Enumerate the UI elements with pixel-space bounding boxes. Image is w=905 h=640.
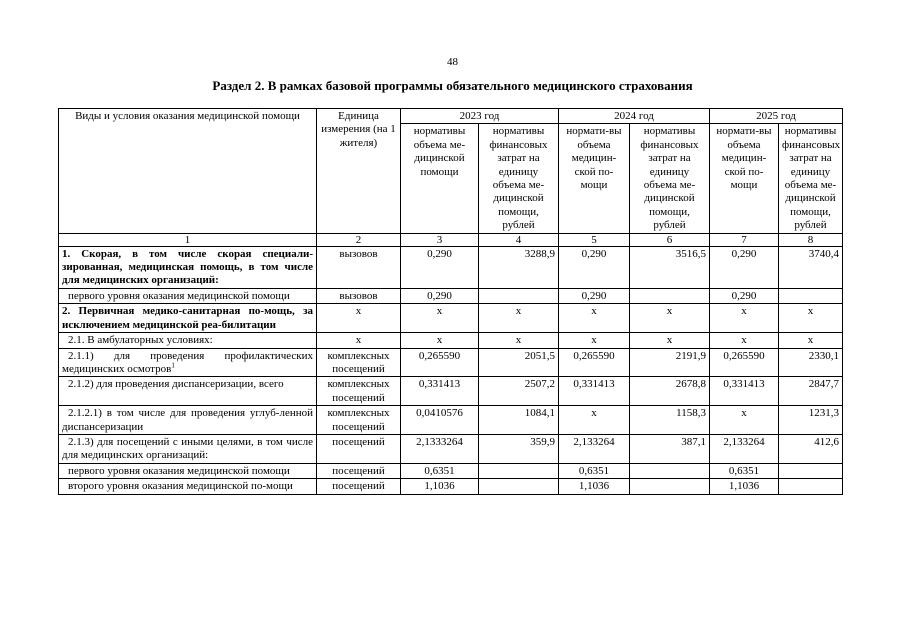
cell-2024-cost: 2191,9: [630, 348, 710, 377]
cell-2024-volume: 2,133264: [559, 434, 630, 463]
table-row: [59, 377, 843, 406]
row-name: 2.1.2) для проведения диспансеризации, всего: [59, 377, 317, 406]
row-unit: х: [317, 304, 401, 333]
cell-2024-volume: х: [559, 304, 630, 333]
cell-2023-volume: 0,331413: [401, 377, 479, 406]
cell-2023-volume: 2,1333264: [401, 434, 479, 463]
cell-2025-cost: [779, 288, 843, 303]
cell-2025-cost: [779, 463, 843, 478]
cell-2025-cost: 2330,1: [779, 348, 843, 377]
column-number: 1: [59, 233, 317, 246]
column-number: 2: [317, 233, 401, 246]
row-name: [59, 348, 317, 377]
table-row: [59, 434, 843, 463]
cell-2023-cost: 3288,9: [479, 246, 559, 288]
header-year-2023: 2023 год: [401, 109, 559, 124]
cell-2023-volume: 0,6351: [401, 463, 479, 478]
cell-2024-volume: х: [559, 406, 630, 435]
cell-2025-cost: 2847,7: [779, 377, 843, 406]
row-unit: х: [317, 333, 401, 348]
header-2024-volume: нормати-вы объема медицин-ской по-мощи: [559, 124, 630, 233]
cell-2024-volume: 0,290: [559, 246, 630, 288]
cell-2024-volume: 0,265590: [559, 348, 630, 377]
column-number: 5: [559, 233, 630, 246]
cell-2024-volume: 1,1036: [559, 479, 630, 494]
table-row: [59, 304, 843, 333]
header-year-2025: 2025 год: [710, 109, 843, 124]
cell-2025-cost: 3740,4: [779, 246, 843, 288]
row-unit: посещений: [317, 463, 401, 478]
cell-2024-volume: 0,331413: [559, 377, 630, 406]
cell-2023-volume: х: [401, 304, 479, 333]
cell-2025-volume: 0,290: [710, 246, 779, 288]
row-name-text: 2.1.1) для проведения профилактических медицинских осмотров: [62, 349, 313, 375]
footnote-marker: 1: [171, 361, 175, 370]
row-name: первого уровня оказания медицинской помощи: [59, 288, 317, 303]
header-2023-volume: нормативы объема ме-дицинской помощи: [401, 124, 479, 233]
cell-2025-cost: 1231,3: [779, 406, 843, 435]
cell-2024-volume: х: [559, 333, 630, 348]
cell-2025-volume: 0,290: [710, 288, 779, 303]
cell-2023-volume: 1,1036: [401, 479, 479, 494]
cell-2023-volume: х: [401, 333, 479, 348]
column-number: 3: [401, 233, 479, 246]
row-unit: вызовов: [317, 246, 401, 288]
cell-2023-cost: х: [479, 333, 559, 348]
cell-2023-cost: 2507,2: [479, 377, 559, 406]
section-title: Раздел 2. В рамках базовой программы обязательного медицинского страхования: [212, 78, 693, 93]
cell-2023-cost: 1084,1: [479, 406, 559, 435]
page-number: 48: [447, 56, 458, 68]
cell-2025-volume: х: [710, 304, 779, 333]
cell-2024-cost: 387,1: [630, 434, 710, 463]
cell-2024-volume: 0,6351: [559, 463, 630, 478]
cell-2024-cost: 1158,3: [630, 406, 710, 435]
cell-2024-volume: 0,290: [559, 288, 630, 303]
row-unit: комплексных посещений: [317, 377, 401, 406]
header-2024-cost: нормативы финансовых затрат на единицу объема ме-дицинской помощи, рублей: [630, 124, 710, 233]
row-unit: посещений: [317, 479, 401, 494]
header-type: Виды и условия оказания медицинской помощи: [59, 109, 317, 234]
header-2023-cost: нормативы финансовых затрат на единицу объема ме-дицинской помощи, рублей: [479, 124, 559, 233]
cell-2024-cost: 2678,8: [630, 377, 710, 406]
header-2025-cost: нормативы финансовых затрат на единицу объема ме-дицинской помощи, рублей: [779, 124, 843, 233]
cell-2025-cost: х: [779, 304, 843, 333]
cell-2023-cost: 359,9: [479, 434, 559, 463]
cell-2024-cost: 3516,5: [630, 246, 710, 288]
cell-2025-cost: х: [779, 333, 843, 348]
cell-2024-cost: [630, 479, 710, 494]
row-name: 2.1. В амбулаторных условиях:: [59, 333, 317, 348]
row-unit: посещений: [317, 434, 401, 463]
row-name: второго уровня оказания медицинской по-мощи: [59, 479, 317, 494]
row-name: первого уровня оказания медицинской помощи: [59, 463, 317, 478]
row-name: 2.1.2.1) в том числе для проведения углуб-ленной диспансеризации: [59, 406, 317, 435]
cell-2023-volume: 0,0410576: [401, 406, 479, 435]
cell-2024-cost: [630, 288, 710, 303]
table-row: [59, 288, 843, 303]
cell-2024-cost: [630, 463, 710, 478]
row-unit: комплексных посещений: [317, 348, 401, 377]
cell-2025-volume: х: [710, 333, 779, 348]
cell-2025-cost: [779, 479, 843, 494]
cell-2023-cost: [479, 288, 559, 303]
row-unit: вызовов: [317, 288, 401, 303]
cell-2023-volume: 0,265590: [401, 348, 479, 377]
table-row: [59, 246, 843, 288]
cell-2023-cost: [479, 479, 559, 494]
table-row: [59, 406, 843, 435]
table-row: [59, 479, 843, 494]
row-name: 1. Скорая, в том числе скорая специали-зированная, медицинская помощь, в том числе для медицинских организаций:: [59, 246, 317, 288]
table-row: [59, 463, 843, 478]
cell-2025-volume: 0,331413: [710, 377, 779, 406]
cell-2024-cost: х: [630, 304, 710, 333]
cell-2025-volume: х: [710, 406, 779, 435]
cell-2023-volume: 0,290: [401, 246, 479, 288]
row-name: 2. Первичная медико-санитарная по-мощь, за исключением медицинской реа-билитации: [59, 304, 317, 333]
table-row: [59, 333, 843, 348]
column-number: 8: [779, 233, 843, 246]
table-row: [59, 348, 843, 377]
row-name: 2.1.3) для посещений с иными целями, в том числе для медицинских организаций:: [59, 434, 317, 463]
row-unit: комплексных посещений: [317, 406, 401, 435]
norms-table: [58, 108, 843, 495]
cell-2025-volume: 1,1036: [710, 479, 779, 494]
header-2025-volume: нормати-вы объема медицин-ской по-мощи: [710, 124, 779, 233]
cell-2023-volume: 0,290: [401, 288, 479, 303]
cell-2024-cost: х: [630, 333, 710, 348]
column-number: 7: [710, 233, 779, 246]
header-unit: Единица измерения (на 1 жителя): [317, 109, 401, 234]
column-number: 4: [479, 233, 559, 246]
header-year-2024: 2024 год: [559, 109, 710, 124]
cell-2023-cost: х: [479, 304, 559, 333]
column-numbers-row: [59, 233, 843, 246]
cell-2025-cost: 412,6: [779, 434, 843, 463]
cell-2023-cost: 2051,5: [479, 348, 559, 377]
cell-2025-volume: 0,265590: [710, 348, 779, 377]
cell-2025-volume: 2,133264: [710, 434, 779, 463]
column-number: 6: [630, 233, 710, 246]
cell-2023-cost: [479, 463, 559, 478]
cell-2025-volume: 0,6351: [710, 463, 779, 478]
